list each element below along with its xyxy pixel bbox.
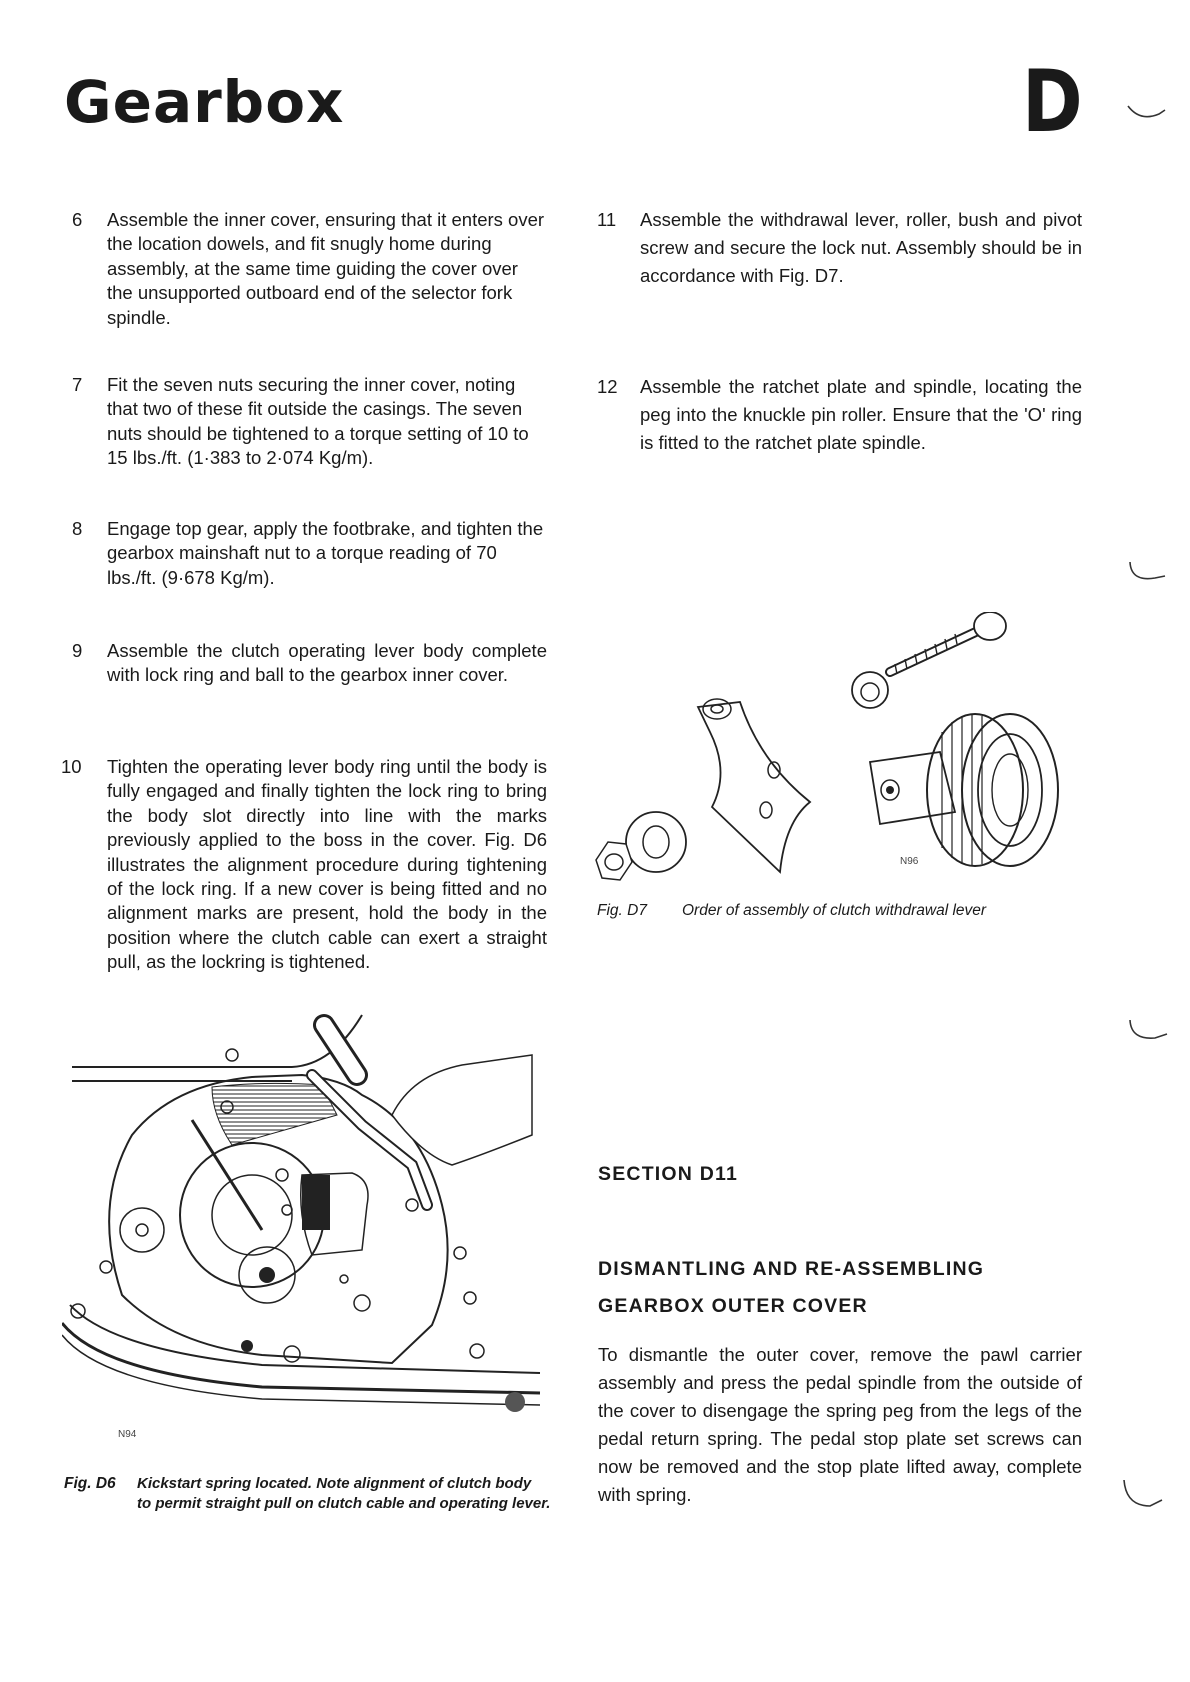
edge-mark-icon xyxy=(1125,100,1175,124)
figure-d7-illustration xyxy=(590,612,1090,902)
section-d11-body: To dismantle the outer cover, remove the pawl carrier assembly and press the pedal spindle from the outside of the cover to disengage the spring peg from the legs of the pedal return spring. The pedal stop plate set screws can now be removed and the stop plate lifted away, complete with spring. xyxy=(598,1344,1082,1505)
section-subheading-line1: DISMANTLING AND RE-ASSEMBLING xyxy=(598,1258,985,1280)
step-11-text: Assemble the withdrawal lever, roller, bush and pivot screw and secure the lock nut. Assembly should be in accordance with Fig. D7. xyxy=(640,209,1082,286)
section-subheading-line2: GEARBOX OUTER COVER xyxy=(598,1295,868,1317)
step-9-text: Assemble the clutch operating lever body complete with lock ring and ball to the gearbox inner cover. xyxy=(107,640,547,686)
step-number: 9 xyxy=(72,640,83,661)
step-number: 8 xyxy=(72,518,83,539)
step-number: 10 xyxy=(61,756,82,777)
edge-mark-icon xyxy=(1125,560,1175,590)
section-letter: D xyxy=(1022,52,1083,152)
step-number: 6 xyxy=(72,209,83,230)
step-12-text: Assemble the ratchet plate and spindle, locating the peg into the knuckle pin roller. Ensure that the 'O' ring is fitted to the ratchet plate spindle. xyxy=(640,376,1082,453)
figure-d6-caption-line2: to permit straight pull on clutch cable and operating lever. xyxy=(137,1495,551,1512)
figure-d7-label: Fig. D7 xyxy=(597,902,647,919)
step-8-text: Engage top gear, apply the footbrake, and tighten the gearbox mainshaft nut to a torque reading of 70 lbs./ft. (9·678 Kg/m). xyxy=(107,518,544,588)
page-title: Gearbox xyxy=(64,68,345,136)
step-6-text: Assemble the inner cover, ensuring that it enters over the location dowels, and fit snugly home during assembly, at the same time guiding the cover over the unsupported outboard end of the selector fork spindle. xyxy=(107,209,545,328)
figure-d7-caption: Order of assembly of clutch withdrawal lever xyxy=(682,902,987,919)
step-10-text: Tighten the operating lever body ring until the body is fully engaged and finally tighten the lock ring to bring the body slot directly into line with the marks previously applied to the boss in the cover. Fig. D6 illustrates the alignment procedure during tightening of the lock ring. If a new cover is being fitted and no alignment marks are present, hold the body in the position where the clutch cable can exert a straight pull, as the lockring is tightened. xyxy=(107,756,547,973)
edge-mark-icon xyxy=(1125,1018,1175,1048)
step-number: 11 xyxy=(597,209,617,230)
figure-d6-caption-line1: Kickstart spring located. Note alignment of clutch body xyxy=(137,1475,532,1492)
step-number: 12 xyxy=(597,376,618,397)
edge-mark-icon xyxy=(1118,1476,1168,1516)
section-heading: SECTION D11 xyxy=(598,1163,738,1185)
figure-d6-illustration xyxy=(62,1005,550,1475)
figure-d7-ref: N96 xyxy=(900,856,919,867)
step-7-text: Fit the seven nuts securing the inner cover, noting that two of these fit outside the casings. The seven nuts should be tightened to a torque setting of 10 to 15 lbs./ft. (1·383 to 2·074 Kg/m). xyxy=(107,374,529,469)
figure-d6-ref: N94 xyxy=(118,1429,137,1440)
figure-d6-label: Fig. D6 xyxy=(64,1475,116,1492)
step-number: 7 xyxy=(72,374,83,395)
